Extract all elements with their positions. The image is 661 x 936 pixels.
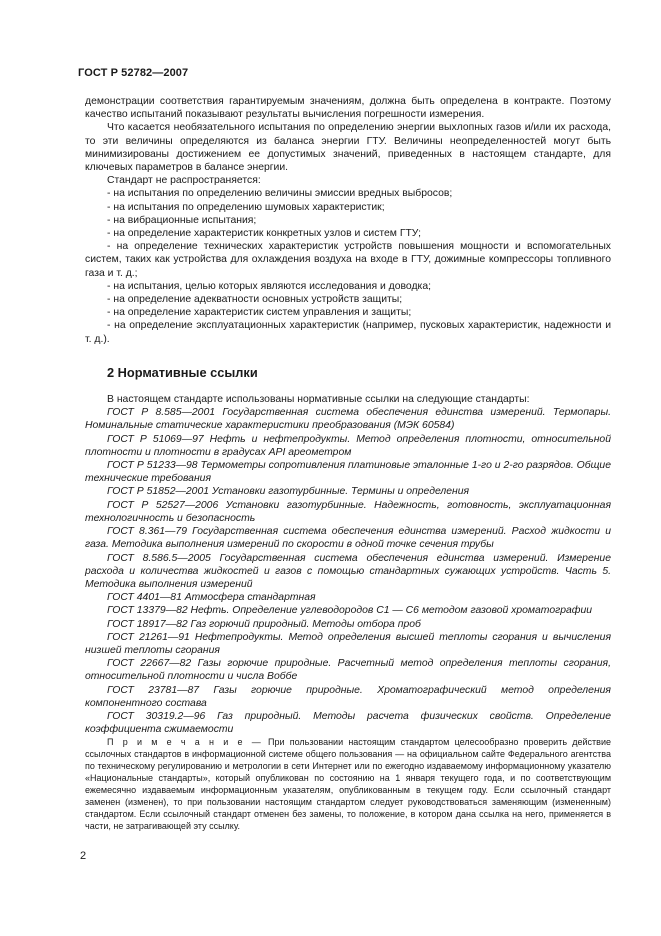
exclusion-item: - на определение технических характеристик устройств повышения мощности и вспомогательных систем, таких как устройства для охлаждения воздуха на входе в ГТУ, дожимные компрессоры топливного газа и т. д.;	[85, 241, 611, 279]
reference-item: ГОСТ Р 51233—98 Термометры сопротивления платиновые эталонные 1-го и 2-го разрядов. Общие технические требования	[85, 460, 611, 485]
exclusion-item: - на испытания, целью которых являются исследования и доводка;	[107, 280, 431, 292]
exclusion-item: - на испытания по определению величины эмиссии вредных выбросов;	[107, 188, 453, 200]
page-number: 2	[80, 850, 87, 862]
exclusion-item: - на испытания по определению шумовых характеристик;	[107, 201, 385, 213]
reference-item: ГОСТ 21261—91 Нефтепродукты. Метод определения высшей теплоты сгорания и вычисления низшей теплоты сгорания	[85, 631, 611, 656]
exclusion-item: - на определение характеристик конкретных узлов и систем ГТУ;	[107, 228, 422, 240]
exclusion-item: - на вибрационные испытания;	[107, 214, 257, 226]
note-text: При пользовании настоящим стандартом целесообразно проверить действие ссылочных стандартов в информационной системе общего пользования — на официальном сайте Федерального агентства по техническому регулированию и метрологии в сети Интернет или по ежегодно издаваемому информационному указателю «Национальные стандарты», который опубликован по состоянию на 1 января текущего года, и по соответствующим ежемесячно издаваемым информационным указателям, опубликованным в текущем году. Если ссылочный стандарт заменен (изменен), то при пользовании настоящим стандартом следует руководствоваться заменяющим (измененным) стандартом. Если ссылочный стандарт отменен без замены, то положение, в котором дана ссылка на него, применяется в части, не затрагивающей эту ссылку.	[85, 737, 611, 832]
reference-item: ГОСТ 8.586.5—2005 Государственная система обеспечения единства измерений. Измерение расхода и количества жидкостей и газов с помощью стандартных сужающих устройств. Часть 5. Методика выполнения измерений	[85, 552, 611, 590]
note-block	[85, 736, 611, 832]
intro-paragraph-3: Стандарт не распространяется:	[107, 175, 261, 187]
reference-item: ГОСТ Р 52527—2006 Установки газотурбинные. Надежность, готовность, эксплуатационная технологичность и безопасность	[85, 499, 611, 524]
reference-item: ГОСТ Р 51069—97 Нефть и нефтепродукты. Метод определения плотности, относительной плотности и плотности в градусах API ареометром	[85, 433, 611, 458]
reference-item: ГОСТ 18917—82 Газ горючий природный. Методы отбора проб	[107, 618, 421, 630]
reference-item: ГОСТ 22667—82 Газы горючие природные. Расчетный метод определения теплоты сгорания, относительной плотности и числа Воббе	[85, 658, 611, 683]
note-label: П р и м е ч а н и е —	[107, 737, 263, 748]
section-heading: 2 Нормативные ссылки	[107, 364, 258, 380]
reference-item: ГОСТ Р 51852—2001 Установки газотурбинные. Термины и определения	[107, 486, 470, 498]
intro-paragraph-2: Что касается необязательного испытания по определению энергии выхлопных газов и/или их расхода, то эти величины определяются из баланса энергии ГТУ. Величины неопределенностей могут быть минимизированы достижением ее допустимых значений, приведенных в настоящем стандарте, для ключевых параметров в балансе энергии.	[85, 122, 611, 174]
exclusion-item: - на определение эксплуатационных характеристик (например, пусковых характеристик, надежности и т. д.).	[85, 320, 611, 345]
reference-item: ГОСТ 13379—82 Нефть. Определение углеводородов С1 — С6 методом газовой хроматографии	[107, 605, 593, 617]
reference-item: ГОСТ 4401—81 Атмосфера стандартная	[107, 592, 316, 604]
exclusion-item: - на определение адекватности основных устройств защиты;	[107, 294, 403, 306]
reference-item: ГОСТ 8.361—79 Государственная система обеспечения единства измерений. Расход жидкости и газа. Методика выполнения измерений по скорости в одной точке сечения трубы	[85, 526, 611, 551]
page-content	[85, 95, 611, 832]
document-header: ГОСТ Р 52782—2007	[78, 67, 189, 79]
reference-item: ГОСТ 30319.2—96 Газ природный. Методы расчета физических свойств. Определение коэффициента сжимаемости	[85, 710, 611, 736]
intro-paragraph-1: демонстрации соответствия гарантируемым значениям, должна быть определена в контракте. Поэтому качество испытаний показывают результаты вычисления погрешности измерения.	[85, 96, 611, 121]
reference-item: ГОСТ 23781—87 Газы горючие природные. Хроматографический метод определения компонентного состава	[85, 684, 611, 709]
reference-item: ГОСТ Р 8.585—2001 Государственная система обеспечения единства измерений. Термопары. Номинальные статические характеристики преобразования (МЭК 60584)	[85, 407, 611, 432]
exclusion-item: - на определение характеристик систем управления и защиты;	[107, 307, 412, 319]
section-lead: В настоящем стандарте использованы нормативные ссылки на следующие стандарты:	[107, 394, 530, 406]
